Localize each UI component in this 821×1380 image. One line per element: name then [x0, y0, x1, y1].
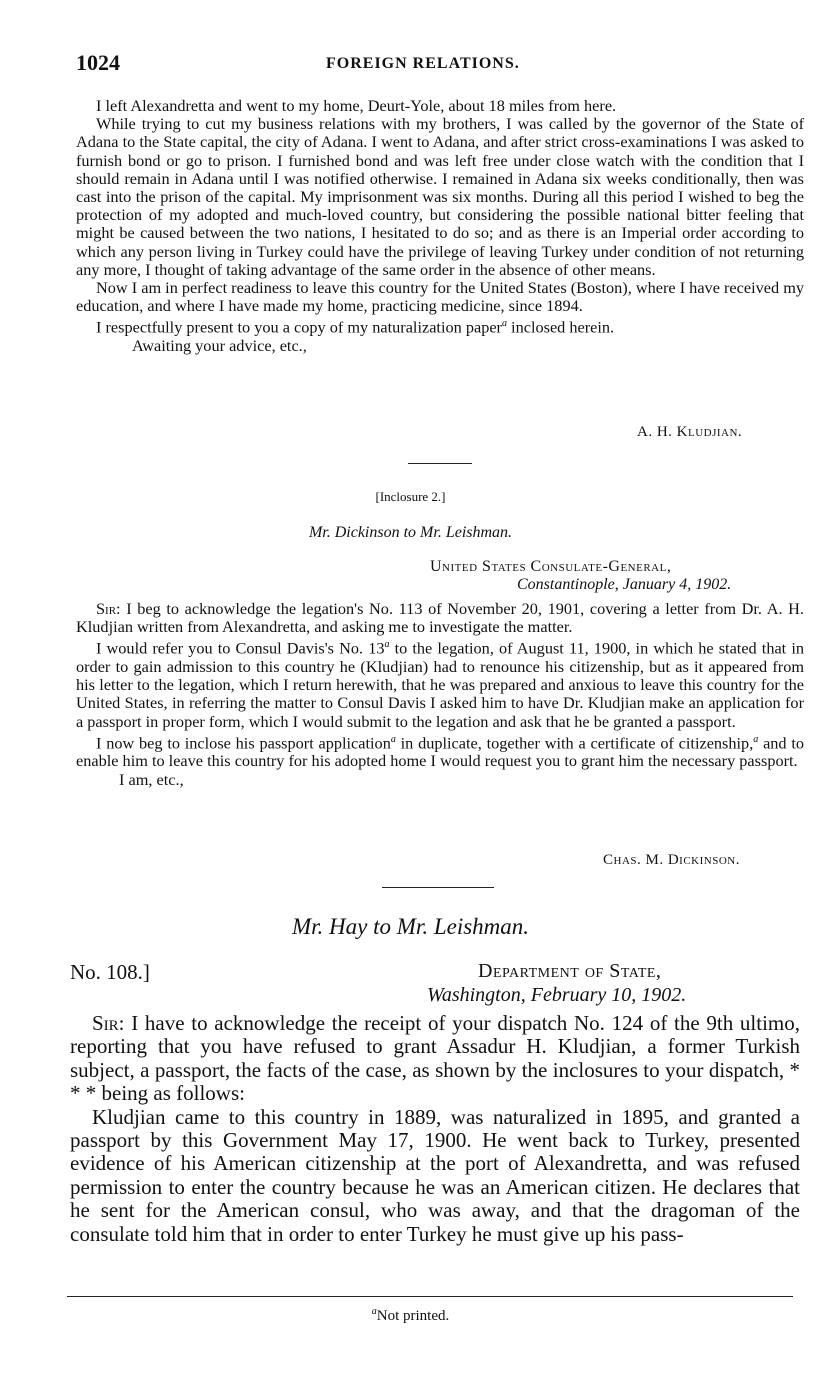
closing: I am, etc., [119, 769, 184, 789]
paragraph: Sir: I have to acknowledge the receipt of your dispatch No. 124 of the 9th ultimo, reporting that you have refused to grant Assadur H. Kludjian, a former Turkish subject, a passport, the facts of the case, as shown by the inclosures to your dispatch, * * * being as follows: [70, 1011, 800, 1106]
paragraph: Sir: I beg to acknowledge the legation's No. 113 of November 20, 1901, covering a letter from Dr. A. H. Kludjian written from Alexandretta, and asking me to investigate the matter. [76, 599, 804, 637]
paragraph: I would refer you to Consul Davis's No. 13$^a$ to the legation, of August 11, 1900, in which he stated that in order to gain admission to this country he (Kludjian) had to renounce his citizenship, but as it appeared from his letter to the legation, which I return herewith, that he was prepared and anxious to leave this country for the United States, in referring the matter to Consul Davis I asked him to have Dr. Kludjian make an application for a passport in proper form, which I would submit to the legation and ask that he be granted a passport. [76, 638, 804, 731]
dispatch-title: Mr. Hay to Mr. Leishman. [291, 914, 530, 939]
signature-dickinson: Chas. M. Dickinson. [603, 852, 740, 868]
department-heading: Department of State, [478, 960, 662, 982]
footnote-mark: a [501, 318, 507, 330]
footnote: $^a$Not printed. [371, 1306, 450, 1324]
letter-dickinson [76, 600, 804, 789]
dispatch-number: No. 108.] [70, 960, 150, 984]
paragraph: I respectfully present to you a copy of my naturalization paper$^a$ inclosed herein. [96, 317, 615, 337]
inclosure-label: [Inclosure 2.] [375, 489, 446, 504]
divider [382, 887, 494, 888]
letter-kludjian [76, 97, 804, 355]
dispatch-body [70, 1012, 800, 1246]
paragraph: Kludjian came to this country in 1889, was naturalized in 1895, and granted a passport by this Government May 17, 1900. He went back to Turkey, presented evidence of his American citizenship at the port of Alexandretta, and was refused permission to enter the country because he was an American citizen. He declares that he sent for the American consul, who was away, and that the dragoman of the consulate told him that in order to enter Turkey he must give up his pass- [70, 1104, 800, 1246]
running-head: FOREIGN RELATIONS. [326, 55, 520, 72]
closing: Awaiting your advice, etc., [132, 336, 307, 356]
footnote-mark: a [371, 1306, 377, 1317]
page-header [76, 50, 776, 80]
paragraph: Now I am in perfect readiness to leave this country for the United States (Boston), where I have received my education, and where I have made my home, practicing medicine, since 1894. [76, 278, 804, 316]
salutation: Sir: [92, 1011, 125, 1035]
footnote-mark: a [753, 733, 759, 745]
footnote-mark: a [384, 639, 390, 651]
dateline: Constantinople, January 4, 1902. [517, 576, 732, 593]
salutation: Sir: [96, 599, 121, 618]
dateline: Washington, February 10, 1902. [427, 984, 687, 1006]
signature-kludjian: A. H. Kludjian. [637, 424, 743, 440]
divider [408, 463, 472, 464]
paragraph: While trying to cut my business relations with my brothers, I was called by the governor of the State of Adana to the State capital, the city of Adana. I went to Adana, and after strict cross-examinations I was asked to furnish bond or go to prison. I furnished bond and was left free under close watch with the condition that I should remain in Adana until I was notified otherwise. I remained in Adana six weeks conditionally, then was cast into the prison of the capital. My imprisonment was six months. During all this period I wished to beg the protection of my adopted and much-loved country, but considering the possible national bitter feeling that might be caused between the two nations, I hesitated to do so; and as there is an Imperial order according to which any person living in Turkey could have the privilege of leaving Turkey under condition of not returning any more, I thought of taking advantage of the same order in the absence of other means. [76, 114, 804, 279]
letter-title: Mr. Dickinson to Mr. Leishman. [308, 524, 513, 541]
page-number: 1024 [76, 50, 120, 75]
footnote-mark: a [390, 733, 396, 745]
paragraph: I left Alexandretta and went to my home, Deurt-Yole, about 18 miles from here. [96, 96, 617, 115]
paragraph: I now beg to inclose his passport application$^a$ in duplicate, together with a certificate of citizenship,$^a$ and to enable him to leave this country for his adopted home I would request you to grant him the necessary passport. [76, 733, 805, 771]
footnote-rule [67, 1296, 793, 1297]
consulate-heading: United States Consulate-General, [430, 558, 672, 575]
